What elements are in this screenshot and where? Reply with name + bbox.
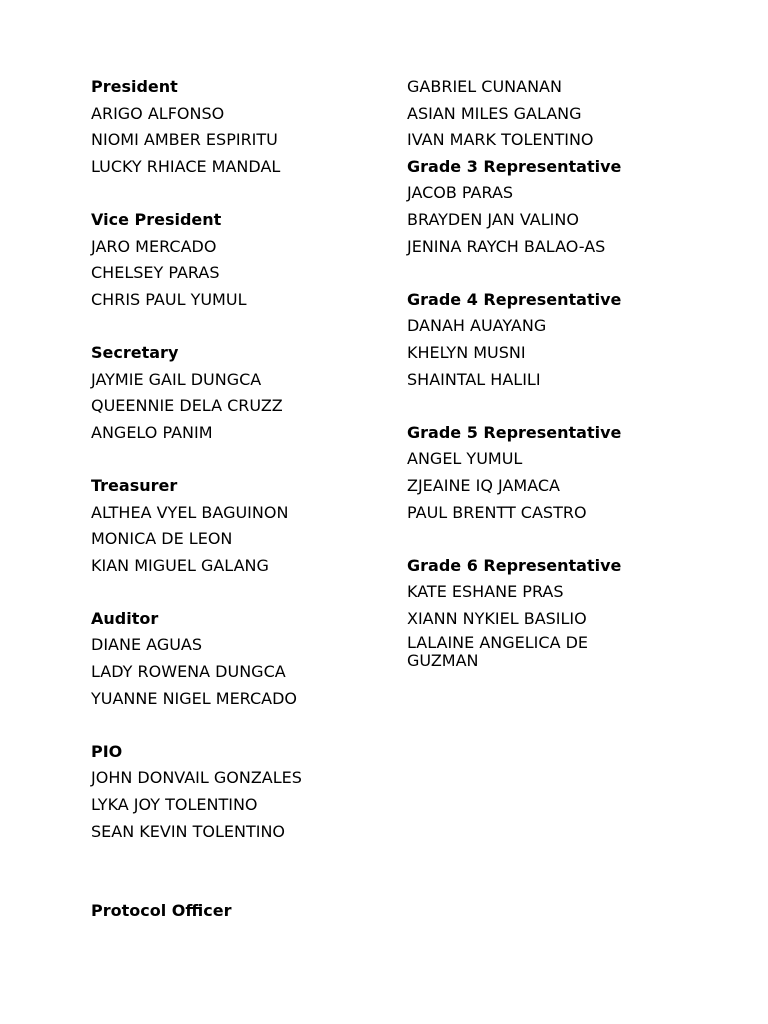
candidate-name: KIAN MIGUEL GALANG (91, 555, 269, 575)
section-heading: Grade 4 Representative (407, 289, 622, 309)
section-auditor (91, 608, 391, 710)
candidate-name: CHELSEY PARAS (91, 263, 220, 283)
section-spacer (91, 714, 391, 741)
left-column (91, 76, 391, 927)
candidate-name: LALAINE ANGELICA DE GUZMAN (407, 633, 589, 671)
right-column (407, 76, 707, 675)
section-heading: Grade 5 Representative (407, 422, 622, 442)
section-spacer (407, 262, 707, 289)
section-spacer (407, 395, 707, 422)
candidate-name: XIANN NYKIEL BASILIO (407, 608, 587, 628)
candidate-name: KATE ESHANE PRAS (407, 582, 564, 602)
candidate-name: SEAN KEVIN TOLENTINO (91, 821, 285, 841)
section-heading: Vice President (91, 209, 222, 229)
section-president (91, 76, 391, 178)
candidate-name: KHELYN MUSNI (407, 342, 526, 362)
section-spacer (91, 847, 391, 900)
candidate-name: MONICA DE LEON (91, 529, 233, 549)
section-pio (91, 741, 391, 843)
section-heading: Secretary (91, 342, 179, 362)
candidate-name: LADY ROWENA DUNGCA (91, 662, 286, 682)
section-grade5-representative (407, 422, 707, 524)
candidate-name: JOHN DONVAIL GONZALES (91, 768, 302, 788)
candidate-name: DIANE AGUAS (91, 635, 203, 655)
candidate-name: ASIAN MILES GALANG (407, 103, 582, 123)
section-grade3-representative (407, 156, 707, 258)
section-spacer (91, 182, 391, 209)
candidate-name: BRAYDEN JAN VALINO (407, 209, 579, 229)
candidate-name: JENINA RAYCH BALAO-AS (407, 236, 606, 256)
section-spacer (407, 528, 707, 555)
section-heading: Grade 3 Representative (407, 156, 622, 176)
candidate-name: ANGELO PANIM (91, 422, 213, 442)
section-heading: Grade 6 Representative (407, 555, 622, 575)
candidate-name: LUCKY RHIACE MANDAL (91, 156, 281, 176)
candidate-name: YUANNE NIGEL MERCADO (91, 688, 298, 708)
candidate-name: LYKA JOY TOLENTINO (91, 795, 258, 815)
candidate-name: QUEENNIE DELA CRUZZ (91, 396, 283, 416)
candidate-name: ARIGO ALFONSO (91, 103, 225, 123)
candidate-name: ZJEAINE IQ JAMACA (407, 475, 560, 495)
section-spacer (91, 581, 391, 608)
section-grade4-representative (407, 289, 707, 391)
section-heading: Auditor (91, 608, 159, 628)
candidate-name: JARO MERCADO (91, 236, 217, 256)
section-heading: PIO (91, 741, 123, 761)
section-continued-names (407, 76, 707, 151)
candidate-name: ANGEL YUMUL (407, 449, 523, 469)
candidate-name: JACOB PARAS (407, 183, 514, 203)
section-treasurer (91, 475, 391, 577)
candidate-name: DANAH AUAYANG (407, 316, 547, 336)
candidate-name: CHRIS PAUL YUMUL (91, 289, 247, 309)
candidate-name: JAYMIE GAIL DUNGCA (91, 369, 262, 389)
section-spacer (91, 315, 391, 342)
section-heading: Treasurer (91, 475, 178, 495)
candidate-name: SHAINTAL HALILI (407, 369, 541, 389)
section-grade6-representative (407, 555, 707, 671)
section-vice-president (91, 209, 391, 311)
section-protocol-officer (91, 900, 391, 922)
section-spacer (91, 448, 391, 475)
candidate-name: NIOMI AMBER ESPIRITU (91, 130, 278, 150)
candidate-name: PAUL BRENTT CASTRO (407, 502, 587, 522)
section-heading: President (91, 77, 178, 96)
section-secretary (91, 342, 391, 444)
section-heading: Protocol Officer (91, 901, 232, 921)
candidate-name: IVAN MARK TOLENTINO (407, 130, 594, 150)
candidate-name: GABRIEL CUNANAN (407, 77, 562, 96)
candidate-name: ALTHEA VYEL BAGUINON (91, 502, 289, 522)
